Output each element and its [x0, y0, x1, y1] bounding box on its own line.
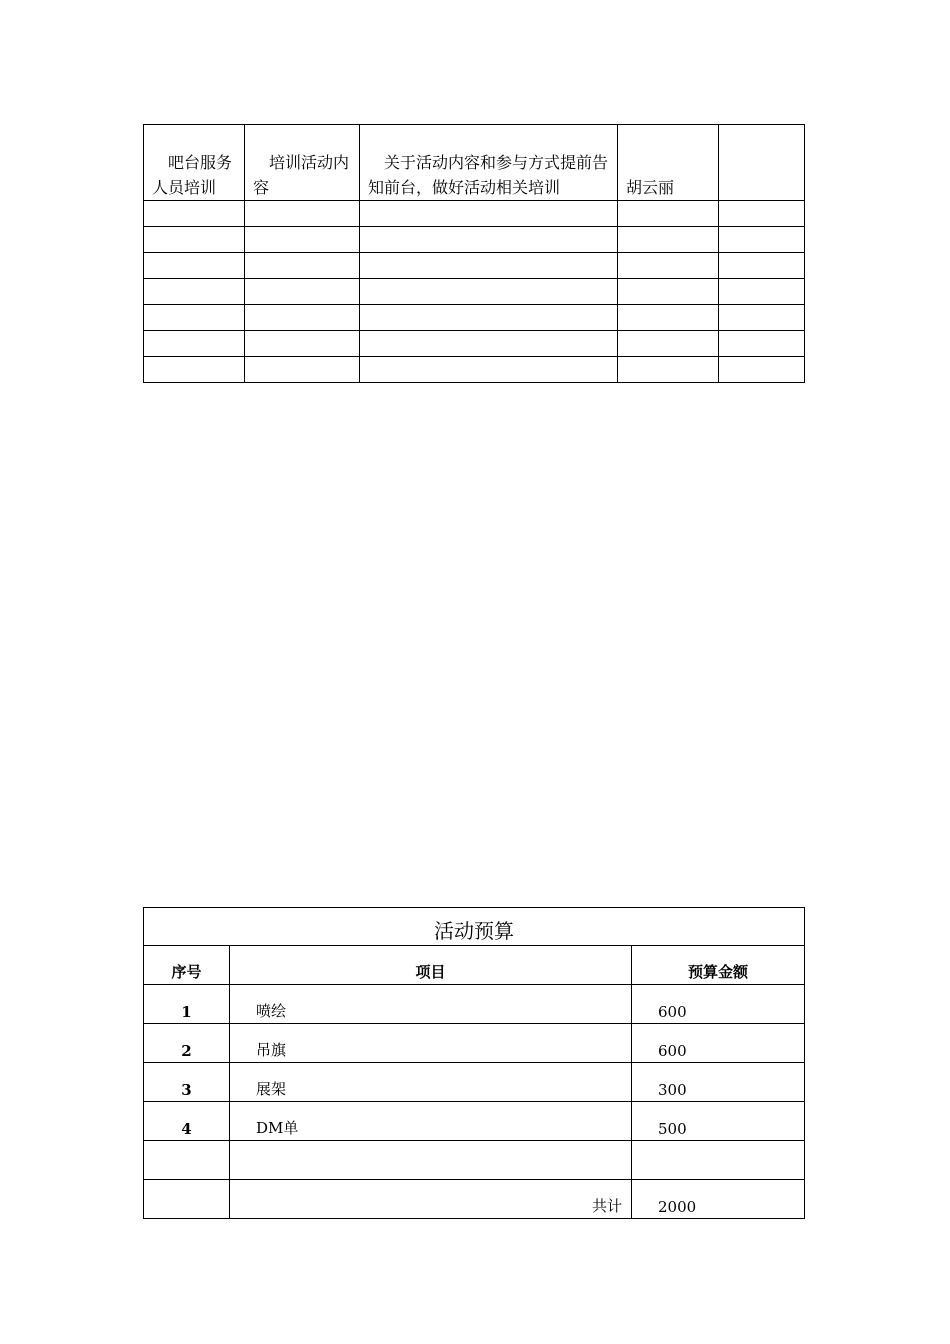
seq-header: 序号 — [144, 946, 230, 985]
amount-header: 预算金额 — [632, 946, 805, 985]
item-cell: 喷绘 — [230, 985, 632, 1024]
seq-cell: 2 — [144, 1024, 230, 1063]
item-cell: 吊旗 — [230, 1024, 632, 1063]
training-table — [143, 124, 805, 383]
amount-cell: 600 — [632, 985, 805, 1024]
table-row — [144, 227, 805, 253]
item-header: 项目 — [230, 946, 632, 985]
table-row — [144, 279, 805, 305]
budget-title-row — [144, 908, 805, 946]
seq-cell: 1 — [144, 985, 230, 1024]
training-description-text: 关于活动内容和参与方式提前告知前台，做好活动相关培训 — [368, 153, 609, 197]
seq-cell: 3 — [144, 1063, 230, 1102]
table-row — [144, 305, 805, 331]
amount-cell: 500 — [632, 1102, 805, 1141]
table-row — [144, 331, 805, 357]
seq-cell: 4 — [144, 1102, 230, 1141]
table-row — [144, 253, 805, 279]
amount-cell: 600 — [632, 1024, 805, 1063]
table-row — [144, 1063, 805, 1102]
amount-cell — [632, 1141, 805, 1180]
table-row — [144, 1102, 805, 1141]
budget-header-row — [144, 946, 805, 985]
budget-total-row — [144, 1180, 805, 1219]
training-header-row — [144, 125, 805, 201]
budget-table — [143, 907, 805, 1219]
total-amount: 2000 — [632, 1180, 805, 1219]
table-row — [144, 357, 805, 383]
table-row — [144, 985, 805, 1024]
item-cell — [230, 1141, 632, 1180]
table-row — [144, 1141, 805, 1180]
training-content-cell — [245, 125, 360, 201]
amount-cell: 300 — [632, 1063, 805, 1102]
training-remark-cell — [719, 125, 805, 201]
training-description-cell — [360, 125, 618, 201]
training-item-cell — [144, 125, 245, 201]
item-cell: 展架 — [230, 1063, 632, 1102]
training-content-text: 培训活动内容 — [253, 153, 350, 197]
table-row — [144, 1024, 805, 1063]
seq-cell — [144, 1141, 230, 1180]
item-cell: DM单 — [230, 1102, 632, 1141]
training-person-text: 胡云丽 — [626, 178, 675, 197]
training-person-cell — [618, 125, 719, 201]
total-label: 共计 — [230, 1180, 632, 1219]
budget-title: 活动预算 — [144, 908, 805, 946]
training-item-text: 吧台服务人员培训 — [152, 153, 233, 197]
table-row — [144, 201, 805, 227]
total-seq-cell — [144, 1180, 230, 1219]
